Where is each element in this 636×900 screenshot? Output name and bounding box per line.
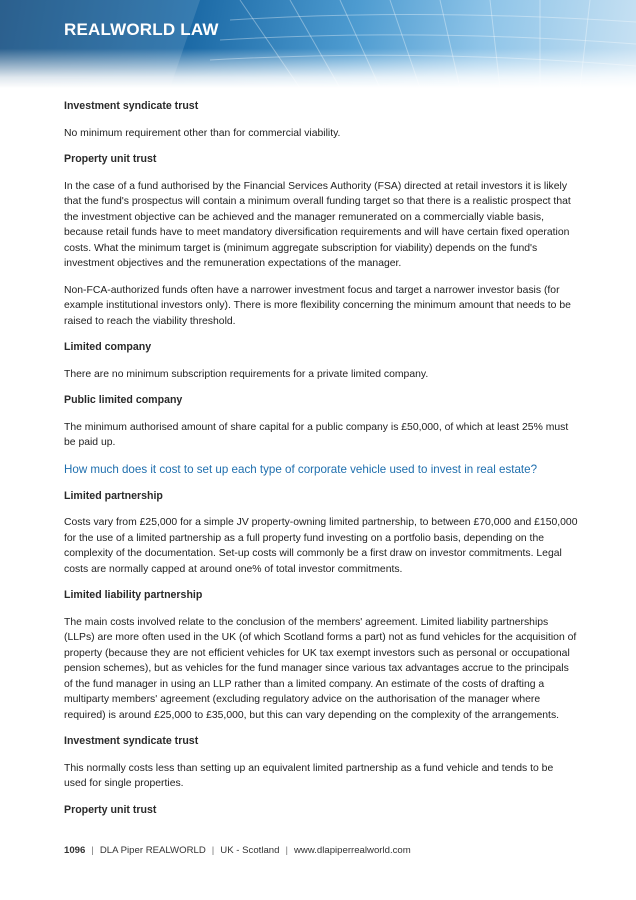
paragraph: Non-FCA-authorized funds often have a narrower investment focus and target a narrower investor basis (for example institutional investors only). There is more flexibility concerning the minimum amount that needs to be raised to reach the viability threshold. (64, 284, 571, 327)
section-heading: Limited partnership (64, 489, 163, 502)
paragraph: This normally costs less than setting up an equivalent limited partnership as a fund vehicle and tends to be used for single properties. (64, 762, 554, 789)
header-banner (0, 0, 636, 88)
paragraph: The main costs involved relate to the conclusion of the members' agreement. Limited liability partnerships (LLPs) are more often used in the UK (of which Scotland forms a part) not as fund vehicles for the acquisition of property (because they are not efficient vehicles for UK tax exempt investors such as personal or occupational pension schemes), but as vehicles for the fund manager since various tax advantages accrue to the principals of the fund manager in using an LLP rather than a limited company. An estimate of the costs of drafting a multiparty members' agreement (excluding regulatory advice on the authorisation of the manager where required) is around £25,000 to £35,000, but this can vary depending on the complexity of the arrangements. (64, 616, 577, 721)
question-heading: How much does it cost to set up each type of corporate vehicle used to invest in real estate? (64, 462, 538, 476)
footer-publication: DLA Piper REALWORLD (99, 845, 206, 856)
page-number: 1096 (64, 845, 86, 856)
section-heading: Property unit trust (64, 803, 157, 816)
paragraph: The minimum authorised amount of share capital for a public company is £50,000, of which at least 25% must be paid up. (64, 421, 569, 448)
section-heading: Limited liability partnership (64, 589, 203, 601)
paragraph: In the case of a fund authorised by the Financial Services Authority (FSA) directed at retail investors it is likely that the fund's prospectus will contain a minimum overall funding target so that there is a realistic prospect that the investment objective can be achieved and the manager remunerated on a commercially viable basis, because retail funds have to meet mandatory diversification requirements and will have certain fixed operation costs. What the minimum target is (minimum aggregate subscription for viability) depends on the fund's investment objectives and the remuneration expectations of the manager. (64, 180, 571, 269)
footer-separator: | (211, 845, 215, 856)
footer-website: www.dlapiperrealworld.com (293, 845, 411, 856)
section-heading: Public limited company (64, 394, 183, 406)
footer-separator: | (91, 845, 94, 856)
section-heading: Property unit trust (64, 153, 157, 165)
section-heading: Limited company (64, 341, 152, 353)
brand-title: REALWORLD LAW (64, 20, 219, 39)
footer-separator: | (285, 845, 288, 856)
paragraph: No minimum requirement other than for commercial viability. (64, 127, 341, 139)
paragraph: Costs vary from £25,000 for a simple JV property-owning limited partnership, to between £70,000 and £150,000 for the use of a limited partnership as a full property fund investing on a portfolio basis, depending on the complexity of the documentation. Set-up costs will commonly be a first draw on investor commitments. Legal costs are normally capped at around one% of total investor commitments. (64, 517, 578, 575)
paragraph: There are no minimum subscription requirements for a private limited company. (64, 368, 429, 380)
section-heading: Investment syndicate trust (64, 100, 199, 112)
footer-jurisdiction: UK - Scotland (220, 845, 280, 856)
document-body (64, 99, 578, 829)
section-heading: Investment syndicate trust (64, 735, 199, 747)
building-glass-graphic (0, 0, 636, 88)
page-footer (64, 845, 411, 856)
